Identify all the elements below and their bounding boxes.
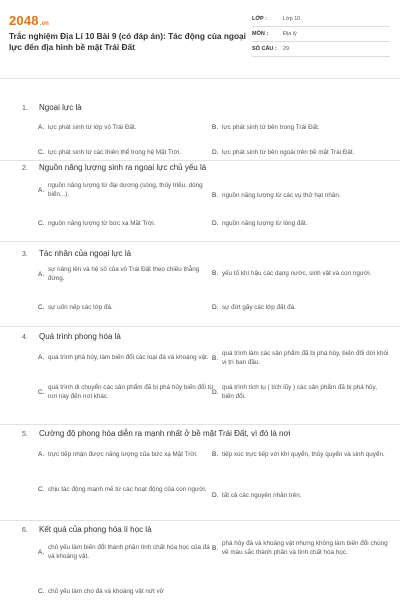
question-divider [0, 241, 400, 242]
question-number: 6. [22, 526, 28, 534]
option-letter: C. [38, 486, 45, 494]
answer-option[interactable] [38, 485, 216, 495]
page-title: Trắc nghiệm Địa Lí 10 Bài 9 (có đáp án): Tác động của ngoại lực đến địa hình bề mặt Trái Đất [9, 31, 246, 52]
question-stem [22, 429, 290, 438]
question-stem [22, 525, 152, 534]
question-text: Quá trình phong hóa là [39, 331, 121, 341]
option-letter: C. [38, 588, 45, 596]
answer-option[interactable] [212, 123, 390, 133]
logo-main: 2048 [9, 13, 39, 28]
option-text: lực phát sinh từ các thiên thể trong hệ Mặt Trời. [48, 149, 181, 156]
option-letter: A. [38, 124, 45, 132]
meta-value: Địa lý [283, 31, 297, 37]
answer-option[interactable] [212, 491, 390, 501]
question-stem [22, 163, 206, 172]
answer-option[interactable] [38, 123, 216, 133]
meta-row-count [252, 42, 390, 57]
option-text: quá trình di chuyển các sản phẩm đã bị phá hủy biến đổi từ nơi này đến nơi khác. [48, 383, 214, 400]
question-stem [22, 249, 131, 258]
answer-option[interactable] [38, 383, 216, 402]
answer-option[interactable] [38, 587, 216, 597]
option-letter: D. [212, 492, 219, 500]
meta-table [252, 12, 390, 57]
option-text: phá hủy đá và khoáng vật nhưng không làm biến đổi chúng về màu sắc thành phần và tính chất hóa học. [222, 539, 388, 556]
answer-option[interactable] [212, 450, 390, 460]
option-letter: A. [38, 270, 45, 278]
question-text: Ngoại lực là [39, 102, 82, 112]
option-text: chủ yếu làm biến đổi thành phần tính chất hóa học của đá và khoáng vật. [48, 543, 210, 560]
option-text: quá trình làm các sản phẩm đã bị phá hủy, biến đổi dời khỏi vị trí ban đầu. [222, 349, 389, 366]
question-number: 3. [22, 250, 28, 258]
option-text: sự nâng lên và hệ số của vỏ Trái Đất theo chiều thẳng đứng. [48, 265, 200, 282]
option-letter: C. [38, 149, 45, 157]
answer-option[interactable] [212, 219, 390, 229]
meta-row-class [252, 12, 390, 27]
option-text: nguồn năng lượng từ đại dương (sóng, thủy triều, dòng biển...). [48, 181, 203, 198]
answer-option[interactable] [38, 148, 216, 158]
question-divider [0, 520, 400, 521]
question-text: Nguồn năng lượng sinh ra ngoại lực chủ yếu là [39, 162, 207, 172]
answer-option[interactable] [38, 543, 216, 562]
option-letter: A. [38, 354, 45, 362]
answer-option[interactable] [212, 539, 390, 558]
option-letter: B. [212, 124, 219, 132]
option-text: lực phát sinh từ lớp vỏ Trái Đất. [48, 124, 137, 131]
meta-value: 29 [283, 46, 290, 52]
logo-suffix: .vn [39, 21, 50, 27]
option-text: nguồn năng lượng từ bức xạ Mặt Trời. [48, 220, 156, 227]
answer-option[interactable] [212, 191, 390, 201]
option-text: nguồn năng lượng từ lòng đất. [222, 220, 308, 227]
answer-option[interactable] [212, 349, 390, 368]
option-letter: D. [212, 388, 219, 396]
option-text: chủ yếu làm cho đá và khoáng vật nứt vỡ [48, 588, 164, 595]
site-logo[interactable] [9, 13, 49, 28]
answer-option[interactable] [212, 383, 390, 402]
answer-option[interactable] [212, 269, 390, 279]
question-divider [0, 326, 400, 327]
option-letter: C. [38, 304, 45, 312]
option-letter: A. [38, 186, 45, 194]
option-text: chịu tác động mạnh mẽ từ các hoạt động của con người. [48, 486, 207, 493]
question-stem [22, 332, 121, 341]
answer-option[interactable] [38, 353, 216, 363]
option-letter: B. [212, 270, 219, 278]
option-letter: D. [212, 220, 219, 228]
question-number: 4. [22, 333, 28, 341]
question-text: Cường độ phong hóa diễn ra mạnh nhất ở bề mặt Trái Đất, vì đó là nơi [39, 428, 291, 438]
page-header [0, 0, 400, 72]
meta-label: MÔN : [252, 31, 269, 37]
question-text: Kết quả của phong hóa lí học là [39, 524, 152, 534]
option-text: tất cả các nguyên nhân trên. [222, 492, 302, 499]
question-divider [0, 78, 400, 79]
question-stem [22, 103, 82, 112]
answer-option[interactable] [212, 148, 390, 158]
option-letter: D. [212, 149, 219, 157]
option-letter: C. [38, 220, 45, 228]
option-text: sự đứt gãy các lớp đất đá. [222, 304, 296, 311]
question-divider [0, 160, 400, 161]
answer-option[interactable] [38, 181, 216, 200]
option-text: lực phát sinh từ bên ngoài trên bề mặt Trái Đất. [222, 149, 355, 156]
meta-value: Lớp 10 [283, 16, 301, 22]
question-number: 2. [22, 164, 28, 172]
option-text: tiếp xúc trực tiếp với khí quyển, thủy quyển và sinh quyển. [222, 451, 385, 458]
answer-option[interactable] [38, 219, 216, 229]
option-text: sự uốn nếp các lớp đá. [48, 304, 113, 311]
question-number: 5. [22, 430, 28, 438]
option-text: quá trình tích tụ ( tích lũy ) các sản phẩm đã bị phá hủy, biến đổi. [222, 383, 377, 400]
answer-option[interactable] [38, 265, 216, 284]
meta-label: LỚP : [252, 16, 267, 22]
option-letter: B. [212, 354, 219, 362]
option-letter: B. [212, 192, 219, 200]
meta-label: SỐ CÂU : [252, 46, 277, 52]
question-number: 1. [22, 104, 28, 112]
question-text: Tác nhân của ngoại lực là [39, 248, 132, 258]
option-text: yếu tố khí hậu các dạng nước, sinh vật và con người. [222, 270, 372, 277]
meta-row-subject [252, 27, 390, 42]
option-letter: C. [38, 388, 45, 396]
question-divider [0, 424, 400, 425]
answer-option[interactable] [38, 450, 216, 460]
option-letter: A. [38, 548, 45, 556]
option-text: lực phát sinh từ bên trong Trái Đất. [222, 124, 320, 131]
option-text: nguồn năng lượng từ các vụ thử hạt nhân. [222, 192, 341, 199]
answer-option[interactable] [212, 303, 390, 313]
option-letter: B. [212, 544, 219, 552]
option-text: quá trình phá hủy, làm biến đổi các loại đá và khoáng vật. [48, 354, 209, 361]
answer-option[interactable] [38, 303, 216, 313]
option-letter: A. [38, 451, 45, 459]
option-letter: D. [212, 304, 219, 312]
option-letter: B. [212, 451, 219, 459]
option-text: trực tiếp nhận được năng lượng của bức xạ Mặt Trời. [48, 451, 198, 458]
